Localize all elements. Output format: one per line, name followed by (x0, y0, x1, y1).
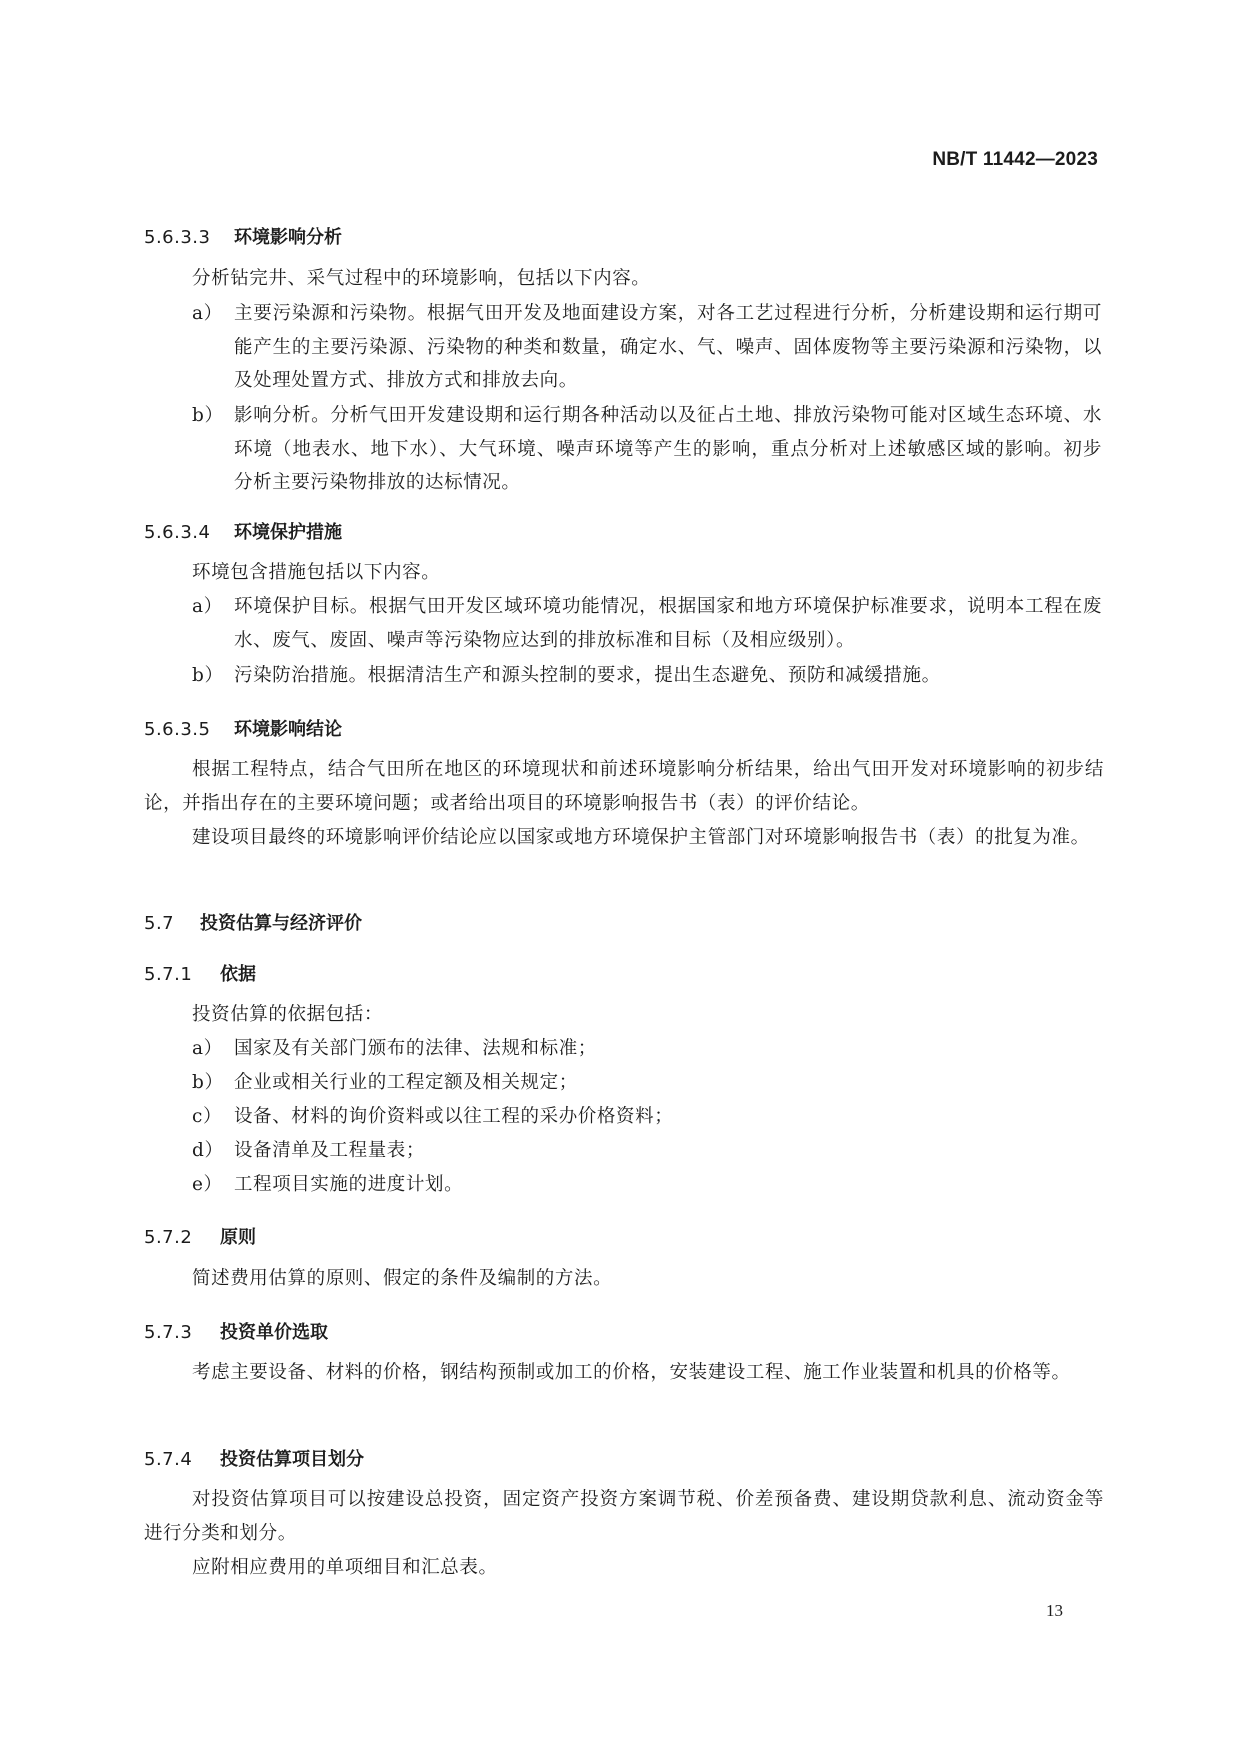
section-heading-5-6-3-4 (144, 518, 342, 544)
list-item-text: 环境保护目标。根据气田开发区域环境功能情况，根据国家和地方环境保护标准要求，说明本工程在废水、废气、废固、噪声等污染物应达到的排放标准和目标（及相应级别）。 (234, 596, 1102, 651)
paragraph: 考虑主要设备、材料的价格，钢结构预制或加工的价格，安装建设工程、施工作业装置和机具的价格等。 (192, 1362, 1071, 1383)
paragraph: 建设项目最终的环境影响评价结论应以国家或地方环境保护主管部门对环境影响报告书（表）的批复为准。 (192, 827, 1090, 848)
paragraph: 简述费用估算的原则、假定的条件及编制的方法。 (192, 1268, 613, 1289)
list-item (192, 659, 1102, 693)
paragraph: 环境包含措施包括以下内容。 (192, 562, 441, 583)
list-marker: e） (192, 1174, 223, 1195)
section-title: 环境影响分析 (234, 227, 342, 248)
list-marker: d） (192, 1140, 224, 1161)
list-item (192, 1168, 1102, 1202)
paragraph: 投资估算的依据包括： (192, 1004, 384, 1025)
section-number: 5.7.3 (144, 1322, 193, 1343)
page-header-doc-code: NB/T 11442—2023 (932, 149, 1098, 170)
list-item-text: 主要污染源和污染物。根据气田开发及地面建设方案，对各工艺过程进行分析，分析建设期和运行期可能产生的主要污染源、污染物的种类和数量，确定水、气、噪声、固体废物等主要污染源和污染物，以及处理处置方式、排放方式和排放去向。 (234, 303, 1102, 391)
list-item-text: 工程项目实施的进度计划。 (234, 1174, 464, 1195)
section-number: 5.7.1 (144, 964, 193, 985)
paragraph: 应附相应费用的单项细目和汇总表。 (192, 1557, 498, 1578)
section-heading-5-7-1 (144, 960, 256, 986)
list-marker: a） (192, 596, 223, 617)
section-number: 5.7.4 (144, 1449, 193, 1470)
list-marker: c） (192, 1106, 223, 1127)
list-item (192, 297, 1102, 398)
list-item (192, 590, 1102, 657)
list-item (192, 1134, 1102, 1168)
list-item-text: 企业或相关行业的工程定额及相关规定； (234, 1072, 578, 1093)
paragraph: 分析钻完井、采气过程中的环境影响，包括以下内容。 (192, 268, 651, 289)
list-item (192, 1032, 1102, 1066)
section-title: 原则 (220, 1227, 256, 1248)
section-heading-5-7-4 (144, 1445, 364, 1471)
list-item (192, 1066, 1102, 1100)
list-marker: a） (192, 303, 223, 324)
paragraph: 对投资估算项目可以按建设总投资，固定资产投资方案调节税、价差预备费、建设期贷款利息、流动资金等进行分类和划分。 (144, 1489, 1104, 1544)
list-item (192, 1100, 1102, 1134)
section-heading-5-7-3 (144, 1318, 328, 1344)
list-item-text: 污染防治措施。根据清洁生产和源头控制的要求，提出生态避免、预防和减缓措施。 (234, 665, 941, 686)
section-title: 依据 (220, 964, 256, 985)
section-number: 5.7.2 (144, 1227, 193, 1248)
section-title: 投资单价选取 (220, 1322, 328, 1343)
list-item-text: 国家及有关部门颁布的法律、法规和标准； (234, 1038, 597, 1059)
section-heading-5-7 (144, 909, 362, 935)
section-heading-5-6-3-5 (144, 715, 342, 741)
list-item (192, 399, 1102, 500)
section-number: 5.6.3.4 (144, 522, 211, 543)
list-item-text: 设备、材料的询价资料或以往工程的采办价格资料； (234, 1106, 674, 1127)
list-marker: b） (192, 665, 224, 686)
section-title: 环境保护措施 (234, 522, 342, 543)
list-item-text: 影响分析。分析气田开发建设期和运行期各种活动以及征占土地、排放污染物可能对区域生态环境、水环境（地表水、地下水）、大气环境、噪声环境等产生的影响，重点分析对上述敏感区域的影响。初步分析主要污染物排放的达标情况。 (234, 405, 1102, 493)
section-title: 环境影响结论 (234, 719, 342, 740)
list-marker: b） (192, 1072, 224, 1093)
section-number: 5.7 (144, 913, 175, 934)
paragraph: 根据工程特点，结合气田所在地区的环境现状和前述环境影响分析结果，给出气田开发对环境影响的初步结论，并指出存在的主要环境问题；或者给出项目的环境影响报告书（表）的评价结论。 (144, 759, 1104, 814)
list-marker: b） (192, 405, 224, 426)
section-title: 投资估算项目划分 (220, 1449, 364, 1470)
list-marker: a） (192, 1038, 223, 1059)
section-title: 投资估算与经济评价 (200, 913, 362, 934)
section-heading-5-6-3-3 (144, 223, 342, 249)
section-number: 5.6.3.5 (144, 719, 211, 740)
section-number: 5.6.3.3 (144, 227, 211, 248)
page-number: 13 (1046, 1601, 1063, 1620)
section-heading-5-7-2 (144, 1223, 256, 1249)
list-item-text: 设备清单及工程量表； (234, 1140, 426, 1161)
